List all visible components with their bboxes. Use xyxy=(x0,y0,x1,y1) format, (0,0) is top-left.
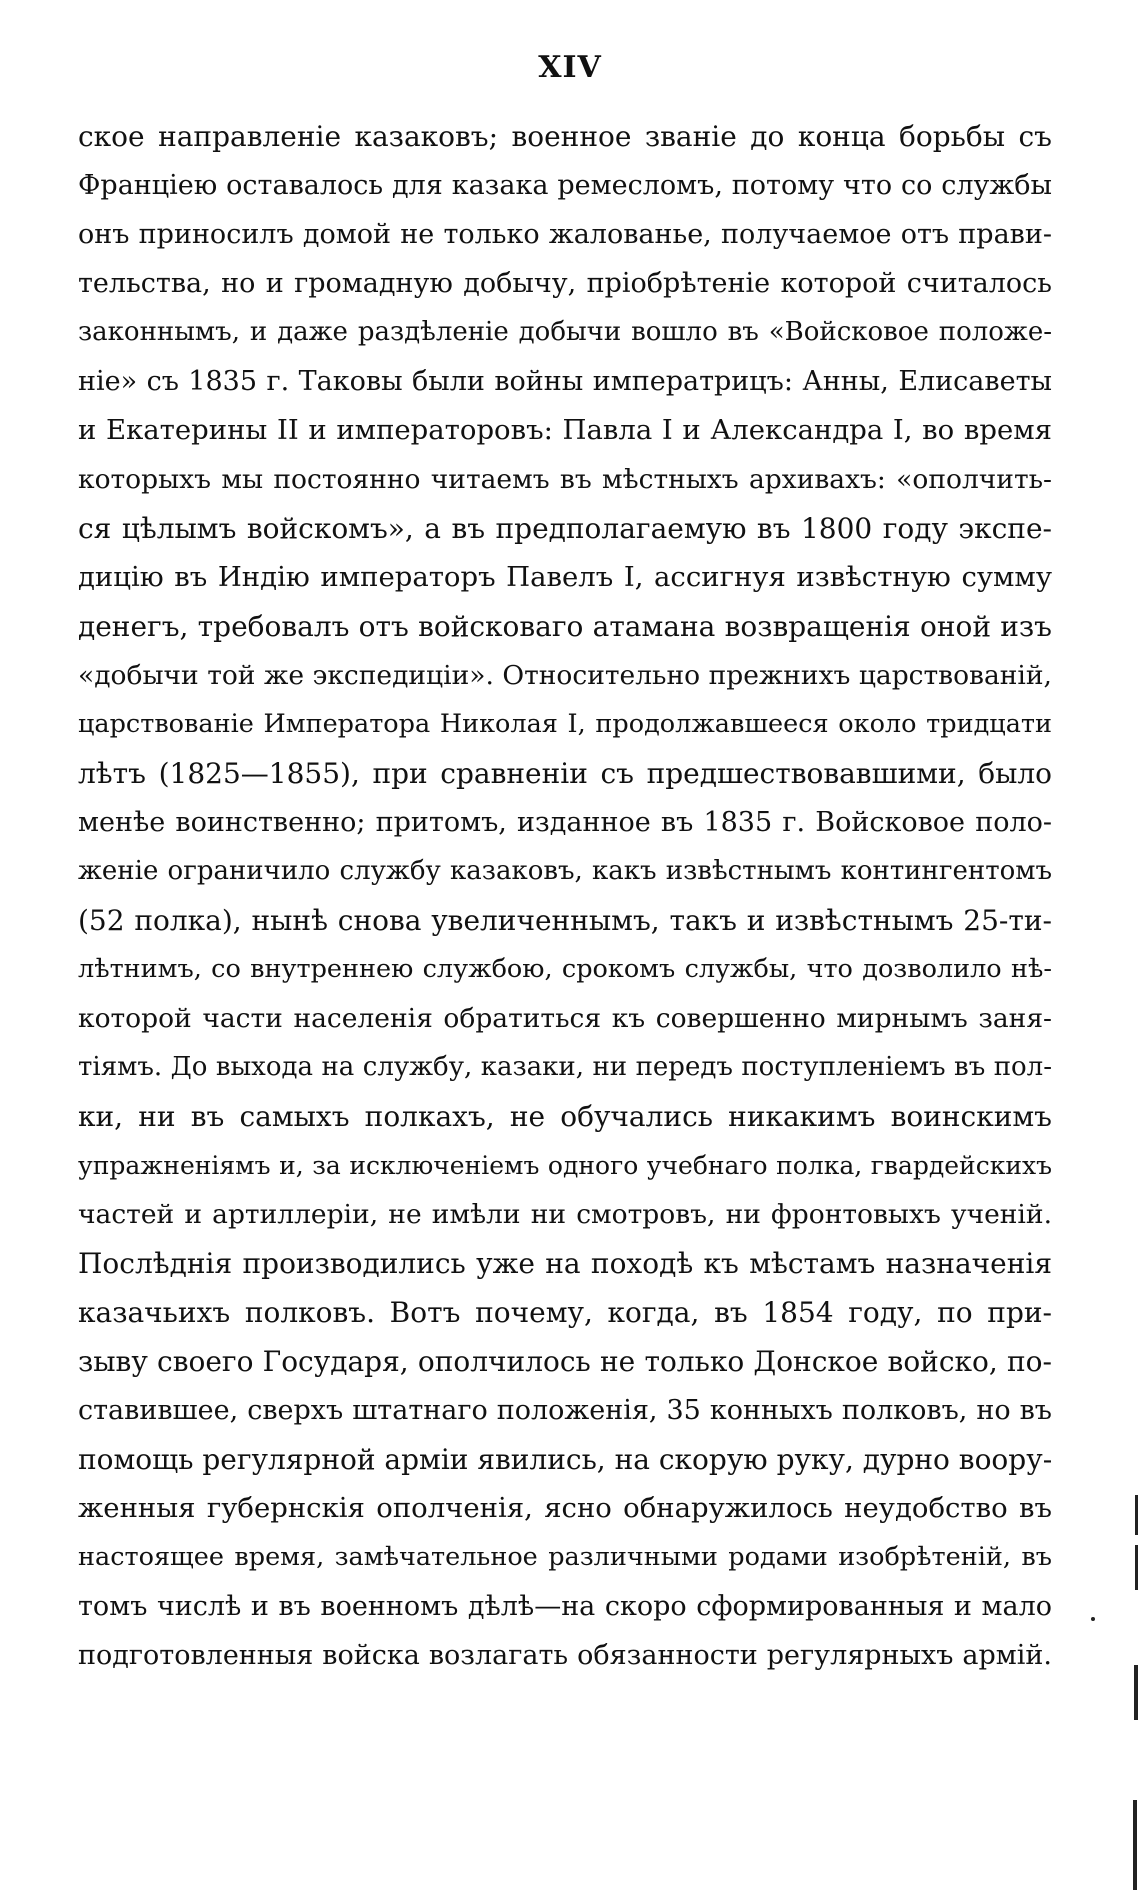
text-line: подготовленныя войска возлагать обязанности регулярныхъ армій. xyxy=(78,1640,1052,1671)
text-line: царствованіе Императора Николая I, продолжавшееся около тридцати xyxy=(78,709,1052,739)
text-line: томъ числѣ и въ военномъ дѣлѣ—на скоро сформированныя и мало xyxy=(78,1591,1052,1622)
text-line: помощь регулярной арміи явились, на скорую руку, дурно воору- xyxy=(78,1443,1052,1476)
text-line: женіе ограничило службу казаковъ, какъ извѣстнымъ контингентомъ xyxy=(78,856,1052,886)
scan-edge-mark xyxy=(1135,1545,1138,1590)
text-line: ставившее, сверхъ штатнаго положенія, 35 конныхъ полковъ, но въ xyxy=(78,1395,1052,1426)
text-line: лѣтнимъ, со внутреннею службою, срокомъ службы, что дозволило нѣ- xyxy=(78,954,1052,984)
scan-edge-mark xyxy=(1135,1495,1138,1535)
text-line: упражненіямъ и, за исключеніемъ одного учебнаго полка, гвардейскихъ xyxy=(78,1151,1052,1180)
text-line: лѣтъ (1825—1855), при сравненіи съ предшествовавшими, было xyxy=(78,757,1052,790)
text-line: зыву своего Государя, ополчилось не только Донское войско, по- xyxy=(78,1345,1052,1378)
text-line: законнымъ, и даже раздѣленіе добычи вошло въ «Войсковое положе- xyxy=(78,317,1052,347)
text-line: женныя губернскія ополченія, ясно обнаружилось неудобство въ xyxy=(78,1492,1052,1524)
body-text xyxy=(78,112,1052,1680)
scan-edge-mark xyxy=(1133,1800,1137,1890)
text-line: ки, ни въ самыхъ полкахъ, не обучались никакимъ воинскимъ xyxy=(78,1100,1052,1133)
text-line: денегъ, требовалъ отъ войсковаго атамана возвращенія оной изъ xyxy=(78,610,1052,643)
text-line: настоящее время, замѣчательное различными родами изобрѣтеній, въ xyxy=(78,1542,1052,1572)
text-line: тіямъ. До выхода на службу, казаки, ни передъ поступленіемъ въ пол- xyxy=(78,1052,1052,1082)
text-line: Послѣднія производились уже на походѣ къ мѣстамъ назначенія xyxy=(78,1247,1052,1280)
scan-edge-mark xyxy=(1134,1665,1138,1720)
text-line: Франціею оставалось для казака ремесломъ, потому что со службы xyxy=(78,170,1052,201)
text-line: тельства, но и громадную добычу, пріобрѣтеніе которой считалось xyxy=(78,268,1052,299)
text-line: ское направленіе казаковъ; военное званіе до конца борьбы съ xyxy=(78,120,1052,153)
text-line: частей и артиллеріи, не имѣли ни смотровъ, ни фронтовыхъ ученій. xyxy=(78,1199,1052,1230)
text-line: дицію въ Индію императоръ Павелъ I, ассигнуя извѣстную сумму xyxy=(78,561,1052,593)
page-number: XIV xyxy=(538,50,602,85)
text-line: ся цѣлымъ войскомъ», а въ предполагаемую въ 1800 году экспе- xyxy=(78,512,1052,545)
text-line: онъ приносилъ домой не только жалованье, получаемое отъ прави- xyxy=(78,219,1052,250)
text-line: которой части населенія обратиться къ совершенно мирнымъ заня- xyxy=(78,1003,1052,1034)
text-line: ніе» съ 1835 г. Таковы были войны императрицъ: Анны, Елисаветы xyxy=(78,366,1052,397)
text-line: казачьихъ полковъ. Вотъ почему, когда, въ 1854 году, по при- xyxy=(78,1296,1052,1329)
text-line: которыхъ мы постоянно читаемъ въ мѣстныхъ архивахъ: «ополчить- xyxy=(78,464,1052,495)
text-line: и Екатерины II и императоровъ: Павла I и Александра I, во время xyxy=(78,414,1052,446)
text-line: «добычи той же экспедиціи». Относительно прежнихъ царствованій, xyxy=(78,660,1052,691)
text-line: менѣе воинственно; притомъ, изданное въ 1835 г. Войсковое поло- xyxy=(78,807,1052,838)
text-line: (52 полка), нынѣ снова увеличеннымъ, такъ и извѣстнымъ 25-ти- xyxy=(78,904,1052,937)
scan-speck xyxy=(1091,1617,1095,1621)
